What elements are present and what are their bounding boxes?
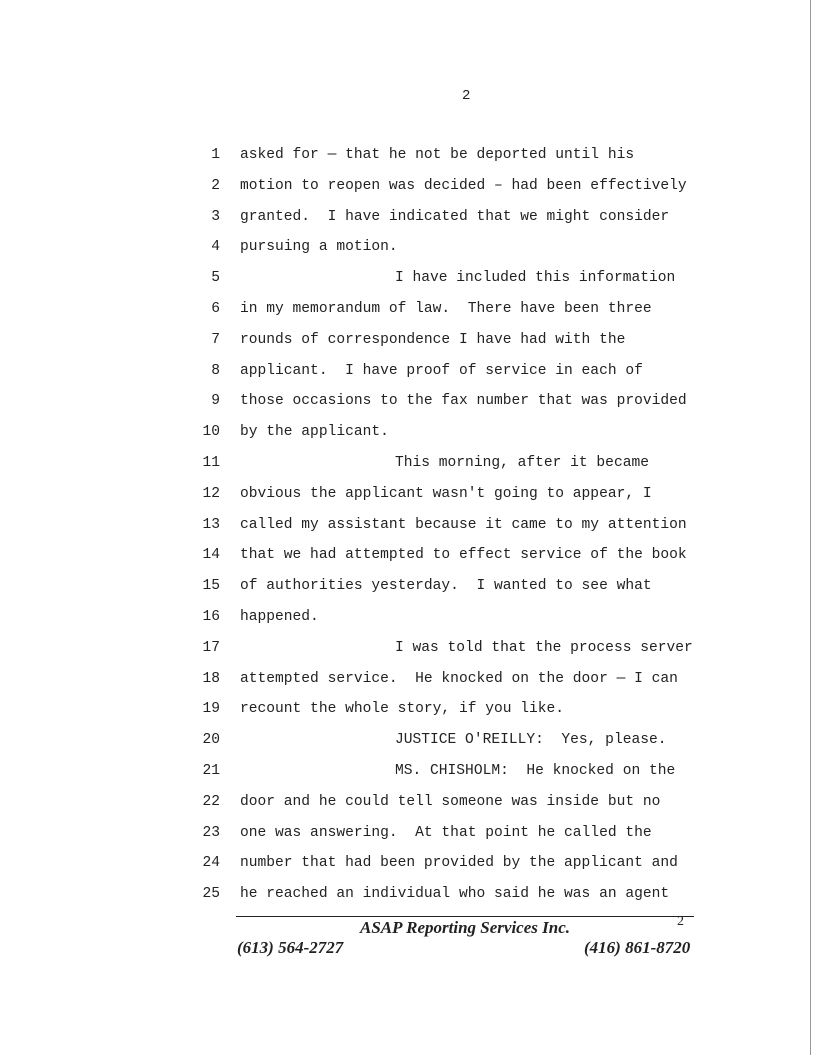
line-text: attempted service. He knocked on the door — I can xyxy=(240,670,678,687)
line-text: applicant. I have proof of service in each of xyxy=(240,362,643,379)
line-text: obvious the applicant wasn't going to appear, I xyxy=(240,485,652,502)
line-number: 17 xyxy=(202,639,220,656)
line-number: 4 xyxy=(211,239,220,256)
line-number: 21 xyxy=(202,763,220,779)
line-number: 9 xyxy=(211,393,220,410)
line-text: one was answering. At that point he called the xyxy=(240,824,652,841)
line-text: asked for — that he not be deported until his xyxy=(240,147,635,163)
line-text: of authorities yesterday. I wanted to see what xyxy=(240,578,652,595)
footer-page-number: 2 xyxy=(677,914,684,929)
line-number: 24 xyxy=(202,855,220,872)
line-number: 19 xyxy=(202,701,220,718)
footer-phone-right: (416) 861-8720 xyxy=(584,938,691,957)
line-number: 15 xyxy=(202,578,220,595)
line-number: 1 xyxy=(211,147,220,163)
line-number: 13 xyxy=(202,516,220,533)
line-text: that we had attempted to effect service of the book xyxy=(240,547,687,564)
footer-rule xyxy=(236,916,694,917)
line-text: in my memorandum of law. There have been three xyxy=(240,301,652,317)
line-text: those occasions to the fax number that was provided xyxy=(240,393,687,410)
line-text: JUSTICE O'REILLY: Yes, please. xyxy=(395,732,667,749)
line-number: 18 xyxy=(202,670,220,687)
line-text: called my assistant because it came to my attention xyxy=(240,516,687,533)
line-number: 6 xyxy=(211,301,220,317)
line-text: This morning, after it became xyxy=(395,455,649,471)
line-number: 5 xyxy=(211,270,220,287)
line-text: he reached an individual who said he was an agent xyxy=(240,886,670,903)
line-text: happened. xyxy=(240,609,319,625)
line-number: 2 xyxy=(211,177,220,194)
line-number: 25 xyxy=(202,886,220,903)
line-number: 3 xyxy=(211,208,220,225)
line-text: I have included this information xyxy=(395,270,676,287)
line-number: 7 xyxy=(211,331,220,348)
line-text: door and he could tell someone was inside but no xyxy=(240,793,661,810)
line-text: number that had been provided by the applicant and xyxy=(240,855,678,872)
line-text: recount the whole story, if you like. xyxy=(240,701,565,718)
line-text: motion to reopen was decided – had been effectively xyxy=(240,177,687,194)
line-number: 12 xyxy=(202,485,220,502)
line-number: 11 xyxy=(202,455,220,471)
line-number: 22 xyxy=(202,793,220,810)
line-text: I was told that the process server xyxy=(395,639,693,656)
line-number: 23 xyxy=(202,824,220,841)
scan-edge-line xyxy=(810,0,811,1055)
line-number: 20 xyxy=(202,732,220,749)
footer-company: ASAP Reporting Services Inc. xyxy=(360,918,570,937)
line-text: MS. CHISHOLM: He knocked on the xyxy=(395,763,676,779)
line-number: 16 xyxy=(202,609,220,625)
footer-phone-left: (613) 564-2727 xyxy=(237,938,344,957)
line-number: 8 xyxy=(211,362,220,379)
line-number: 14 xyxy=(202,547,220,564)
line-text: pursuing a motion. xyxy=(240,239,398,256)
line-text: granted. I have indicated that we might consider xyxy=(240,208,670,225)
line-text: rounds of correspondence I have had with the xyxy=(240,331,626,348)
page-number: 2 xyxy=(462,88,471,104)
line-number: 10 xyxy=(202,424,220,441)
line-text: by the applicant. xyxy=(240,424,389,441)
